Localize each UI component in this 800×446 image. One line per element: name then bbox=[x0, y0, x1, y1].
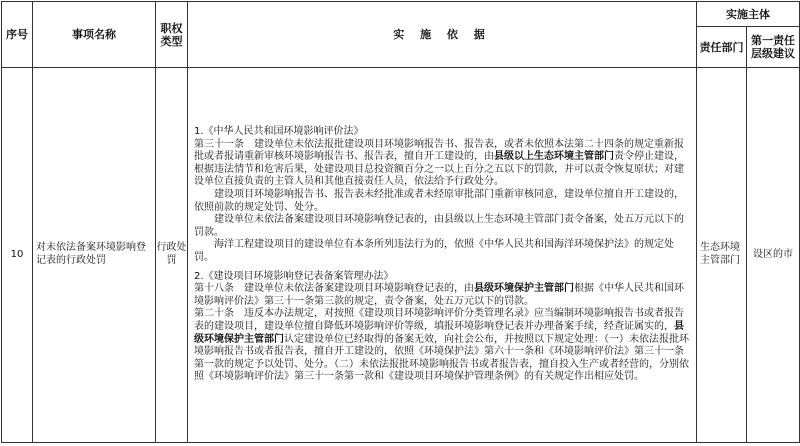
law2-p2-text-a: 第二十条 违反本办法规定，对按照《建设项目环境影响评价分类管理名录》应当编制环境影响报告书或者报告表的建设项目，建设单位擅自降低环境影响评价等级，填报环境影响登记表并办理备案手续，经查证属实的， bbox=[194, 308, 684, 332]
law2-p2-text-b: 认定建设单位已经取得的备案无效，向社会公布，并按照以下规定处理：（一）未依法报批环境影响报告书或者报告表，擅自开工建设的，依照《环境保护法》第六十一条和《环境影响评价法》第三十一条第一款的规定予以处罚、处分。（二）未依法报批环境影响报告书或者报告表，擅自投入生产或者经营的，分别依照《环境影响评价法》第三十一条第一款和《建设项目环境保护管理条例》的有关规定作出相应处罚。 bbox=[194, 333, 689, 383]
header-first-level: 第一责任层级建议 bbox=[747, 27, 800, 68]
law2-p1-authority: 县级环境保护主管部门 bbox=[474, 283, 574, 295]
law1-para2: 建设项目环境影响报告书、报告表未经批准或者未经原审批部门重新审核同意，建设单位擅自开工建设的，依照前款的规定处罚、处分。 bbox=[194, 189, 684, 213]
header-subject: 实施主体 bbox=[697, 2, 800, 27]
law1-title: 1.《中华人民共和国环境影响评价法》 bbox=[194, 126, 364, 138]
law2-article18 bbox=[194, 283, 690, 308]
law2-article20 bbox=[194, 308, 690, 384]
law1-p1-text-a: 第三十一条 建设单位未依法报批建设项目环境影响报告书、报告表，或者未依照本法第二十四条的规定重新报批或者报请重新审核环境影响报告书、报告表，擅自开工建设的，由 bbox=[194, 138, 684, 163]
law1-para3: 建设单位未依法备案建设项目环境影响登记表的，由县级以上生态环境主管部门责令备案，处五万元以下的罚款。 bbox=[194, 214, 684, 238]
law1-p1-text-b: 责令停止建设，根据违法情节和危害后果，处建设项目总投资额百分之一以上百分之五以下的罚款，并可以责令恢复原状；对建设单位直接负责的主管人员和其他直接责任人员，依法给予行政处分。 bbox=[194, 151, 684, 188]
header-power-type: 职权类型 bbox=[156, 2, 188, 68]
law2-p1-text-b: 根据《中华人民共和国环境影响评价法》第三十一条第三款的规定，责令备案，处五万元以下的罚款。 bbox=[194, 283, 684, 307]
row-seq: 10 bbox=[2, 68, 33, 443]
header-basis: 实 施 依 据 bbox=[188, 2, 697, 68]
law1-para4: 海洋工程建设项目的建设单位有本条所列违法行为的，依照《中华人民共和国海洋环境保护法》的规定处罚。 bbox=[194, 239, 674, 263]
law2-title: 2.《建设项目环境影响登记表备案管理办法》 bbox=[194, 270, 394, 282]
header-resp-dept: 责任部门 bbox=[697, 27, 747, 68]
law1-p1-authority: 县级以上生态环境主管部门 bbox=[494, 151, 614, 163]
row-item-name: 对未依法备案环境影响登记表的行政处罚 bbox=[33, 68, 156, 443]
enforcement-table bbox=[1, 1, 800, 443]
row-basis bbox=[188, 68, 697, 443]
law2-p1-text-a: 第十八条 建设单位未依法备案建设项目环境影响登记表的，由 bbox=[194, 283, 474, 295]
header-item-name: 事项名称 bbox=[33, 2, 156, 68]
law2-p2-authority: 县级环境保护主管部门 bbox=[194, 320, 684, 345]
law1-article31 bbox=[194, 139, 690, 189]
row-resp-dept: 生态环境主管部门 bbox=[697, 68, 747, 443]
header-seq: 序号 bbox=[2, 2, 33, 68]
row-power-type: 行政处罚 bbox=[156, 68, 188, 443]
row-first-level: 设区的市 bbox=[747, 68, 800, 443]
